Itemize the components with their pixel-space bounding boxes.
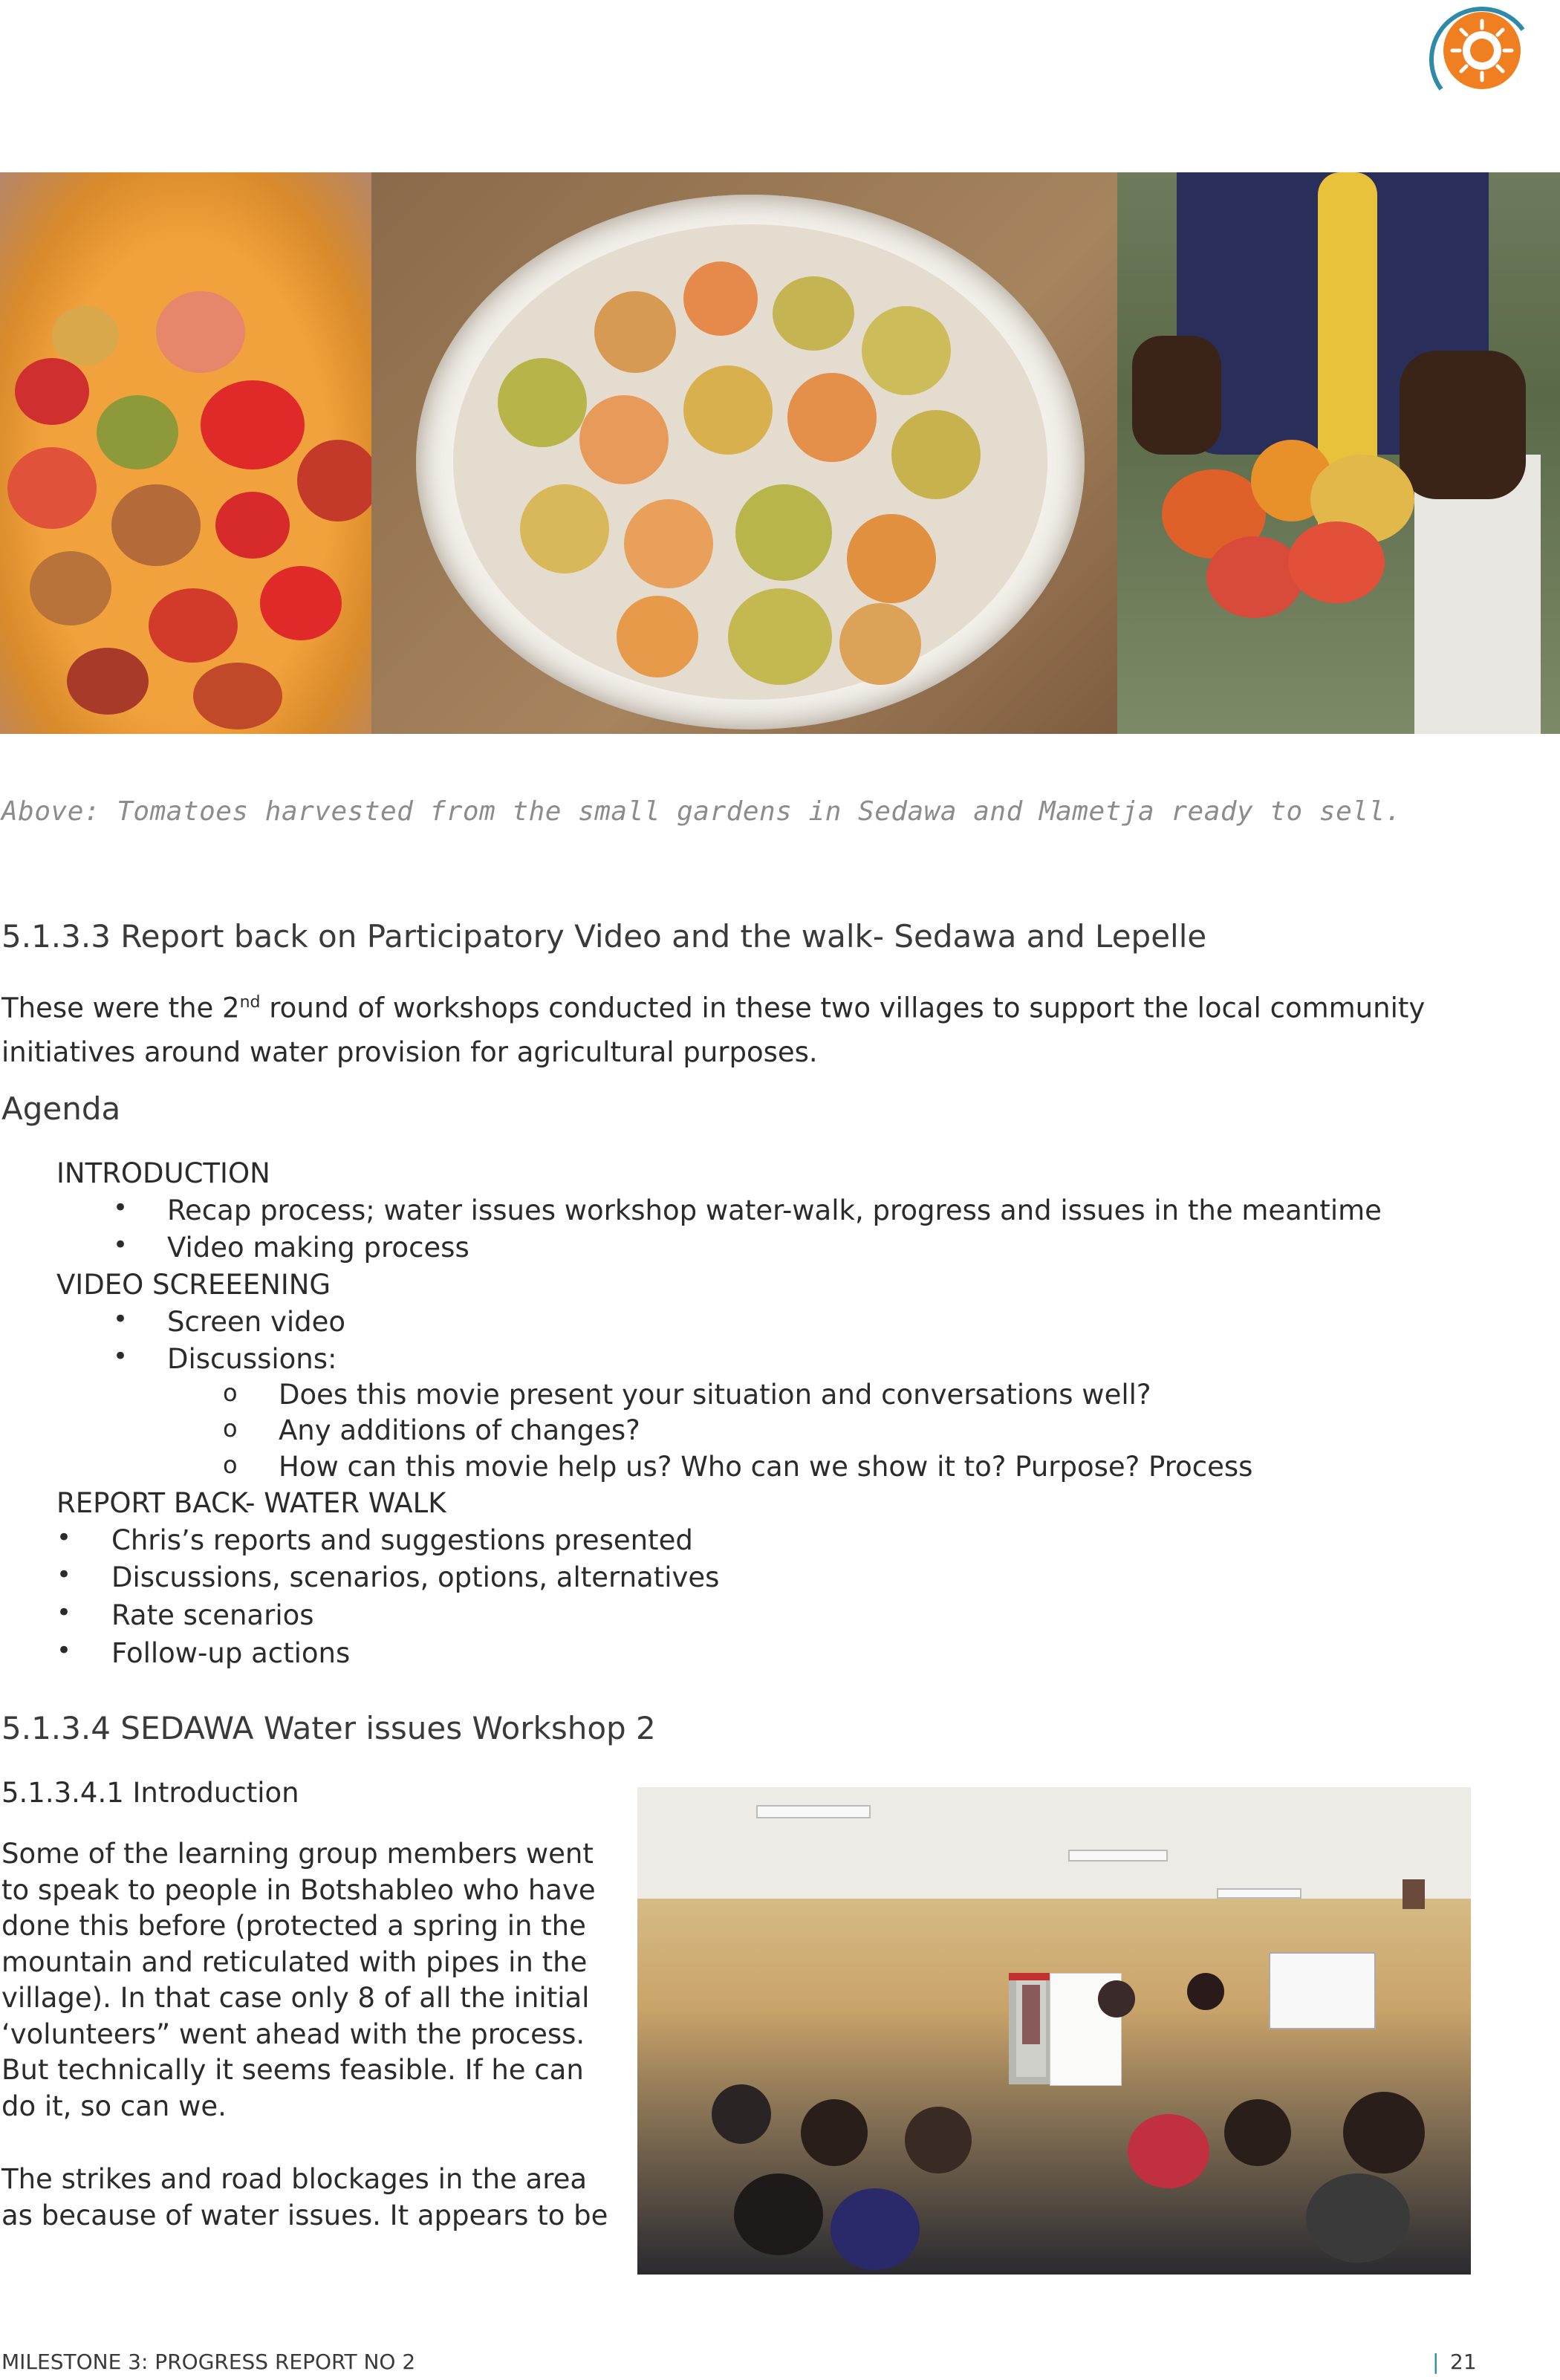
tomatoes-orange-bowl-photo	[0, 172, 371, 734]
bullet: •	[113, 1230, 129, 1260]
page-number: 21	[1450, 2350, 1477, 2374]
agenda-screening-label: VIDEO SCREEENING	[56, 1269, 331, 1301]
person-holding-tomatoes-photo	[1117, 172, 1560, 734]
agenda-discussion-item: Does this movie present your situation and conversations well?	[279, 1379, 1151, 1411]
agenda-report-item: Follow-up actions	[111, 1637, 351, 1669]
organisation-logo	[1411, 0, 1530, 104]
para-rest: round of workshops conducted in these two villages to support the local community initiatives around water provision for agricultural purposes.	[1, 992, 1426, 1069]
sub-bullet: o	[223, 1379, 238, 1407]
bullet: •	[56, 1560, 72, 1590]
tomatoes-white-bowl-photo	[371, 172, 1117, 734]
agenda-report-item: Rate scenarios	[111, 1599, 314, 1631]
footer-title: MILESTONE 3: PROGRESS REPORT NO 2	[1, 2350, 416, 2374]
agenda-discussion-item: Any additions of changes?	[279, 1414, 640, 1446]
section-heading-5134: 5.1.3.4 SEDAWA Water issues Workshop 2	[1, 1710, 656, 1746]
agenda-report-item: Discussions, scenarios, options, alternatives	[111, 1561, 720, 1593]
bullet: •	[113, 1193, 129, 1223]
bullet: •	[56, 1636, 72, 1665]
section-heading-5133: 5.1.3.3 Report back on Participatory Video and the walk- Sedawa and Lepelle	[1, 918, 1207, 955]
photo-caption: Above: Tomatoes harvested from the small gardens in Sedawa and Mametja ready to sell.	[1, 796, 1402, 827]
workshop-hall-photo	[637, 1787, 1471, 2275]
section-5134-paragraph-1: Some of the learning group members went to speak to people in Botshableo who have done this before (protected a spring in the mountain and reticulated with pipes in the village). In that case only 8 of all the initial ‘volunteers” went ahead with the process. But technically it seems feasible. If he can do it, so can we.	[1, 1838, 596, 2122]
bullet: •	[56, 1598, 72, 1628]
sub-bullet: o	[223, 1451, 238, 1479]
section-5133-paragraph	[1, 981, 1487, 1075]
sub-bullet: o	[223, 1414, 238, 1443]
section-5134-paragraph-2: The strikes and road blockages in the area as because of water issues. It appears to be	[1, 2163, 608, 2231]
agenda-report-item: Chris’s reports and suggestions presented	[111, 1524, 693, 1556]
footer-separator: |	[1432, 2350, 1440, 2374]
agenda-intro-label: INTRODUCTION	[56, 1157, 270, 1189]
agenda-screening-item: Discussions:	[167, 1343, 337, 1375]
subsection-heading-51341: 5.1.3.4.1 Introduction	[1, 1777, 299, 1809]
agenda-heading: Agenda	[1, 1090, 121, 1127]
bullet: •	[56, 1523, 72, 1552]
agenda-intro-item: Video making process	[167, 1232, 469, 1264]
bullet: •	[113, 1304, 129, 1334]
para-superscript: nd	[239, 993, 261, 1012]
para-prefix: These were the 2	[1, 992, 240, 1024]
agenda-report-label: REPORT BACK- WATER WALK	[56, 1487, 446, 1519]
agenda-discussion-item: How can this movie help us? Who can we show it to? Purpose? Process	[279, 1451, 1253, 1483]
agenda-screening-item: Screen video	[167, 1306, 346, 1338]
bullet: •	[113, 1342, 129, 1371]
agenda-intro-item: Recap process; water issues workshop water-walk, progress and issues in the meantime	[167, 1194, 1382, 1226]
